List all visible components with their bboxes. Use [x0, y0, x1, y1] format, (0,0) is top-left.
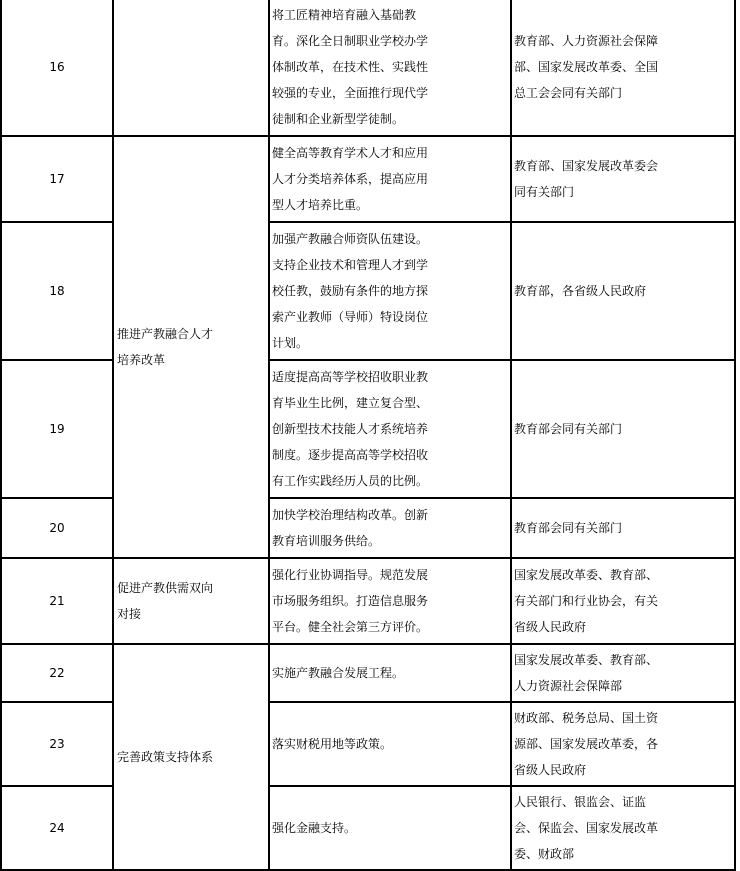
table-row: [1, 786, 735, 870]
table-row: [1, 558, 735, 644]
table-row: [1, 0, 735, 136]
dept-cell: 国家发展改革委、教育部、 有关部门和行业协会，有关 省级人民政府: [511, 558, 735, 644]
row-number: 20: [1, 498, 113, 558]
row-number: 21: [1, 558, 113, 644]
area-cell: 促进产教供需双向 对接: [113, 558, 269, 644]
dept-cell: 教育部、国家发展改革委会 同有关部门: [511, 136, 735, 222]
dept-cell: 教育部会同有关部门: [511, 360, 735, 498]
task-cell: 健全高等教育学术人才和应用 人才分类培养体系，提高应用 型人才培养比重。: [269, 136, 511, 222]
table-row: [1, 136, 735, 222]
task-cell: 加快学校治理结构改革。创新 教育培训服务供给。: [269, 498, 511, 558]
table-row: [1, 644, 735, 702]
row-number: 22: [1, 644, 113, 702]
area-cell-blank: [113, 0, 269, 136]
dept-cell: 教育部，各省级人民政府: [511, 222, 735, 360]
table-row: [1, 222, 735, 360]
dept-cell: 财政部、税务总局、国土资 源部、国家发展改革委，各 省级人民政府: [511, 702, 735, 786]
table-row: [1, 498, 735, 558]
task-cell: 实施产教融合发展工程。: [269, 644, 511, 702]
table-row: [1, 702, 735, 786]
task-cell: 落实财税用地等政策。: [269, 702, 511, 786]
task-cell: 强化金融支持。: [269, 786, 511, 870]
row-number: 23: [1, 702, 113, 786]
dept-cell: 人民银行、银监会、证监 会、保监会、国家发展改革 委、财政部: [511, 786, 735, 870]
row-number: 16: [1, 0, 113, 136]
row-number: 24: [1, 786, 113, 870]
dept-cell: 国家发展改革委、教育部、 人力资源社会保障部: [511, 644, 735, 702]
row-number: 18: [1, 222, 113, 360]
table-row: [1, 360, 735, 498]
area-cell: 完善政策支持体系: [113, 644, 269, 870]
task-cell: 适度提高高等学校招收职业教 育毕业生比例，建立复合型、 创新型技术技能人才系统培养 制度。逐步提高高等学校招收 有工作实践经历人员的比例。: [269, 360, 511, 498]
dept-cell: 教育部、人力资源社会保障 部、国家发展改革委、全国 总工会会同有关部门: [511, 0, 735, 136]
area-cell: 推进产教融合人才 培养改革: [113, 136, 269, 558]
dept-cell: 教育部会同有关部门: [511, 498, 735, 558]
task-cell: 强化行业协调指导。规范发展 市场服务组织。打造信息服务 平台。健全社会第三方评价。: [269, 558, 511, 644]
row-number: 19: [1, 360, 113, 498]
row-number: 17: [1, 136, 113, 222]
task-cell: 加强产教融合师资队伍建设。 支持企业技术和管理人才到学 校任教，鼓励有条件的地方探 索产业教师（导师）特设岗位 计划。: [269, 222, 511, 360]
task-cell: 将工匠精神培育融入基础教 育。深化全日制职业学校办学 体制改革，在技术性、实践性 较强的专业，全面推行现代学 徒制和企业新型学徒制。: [269, 0, 511, 136]
